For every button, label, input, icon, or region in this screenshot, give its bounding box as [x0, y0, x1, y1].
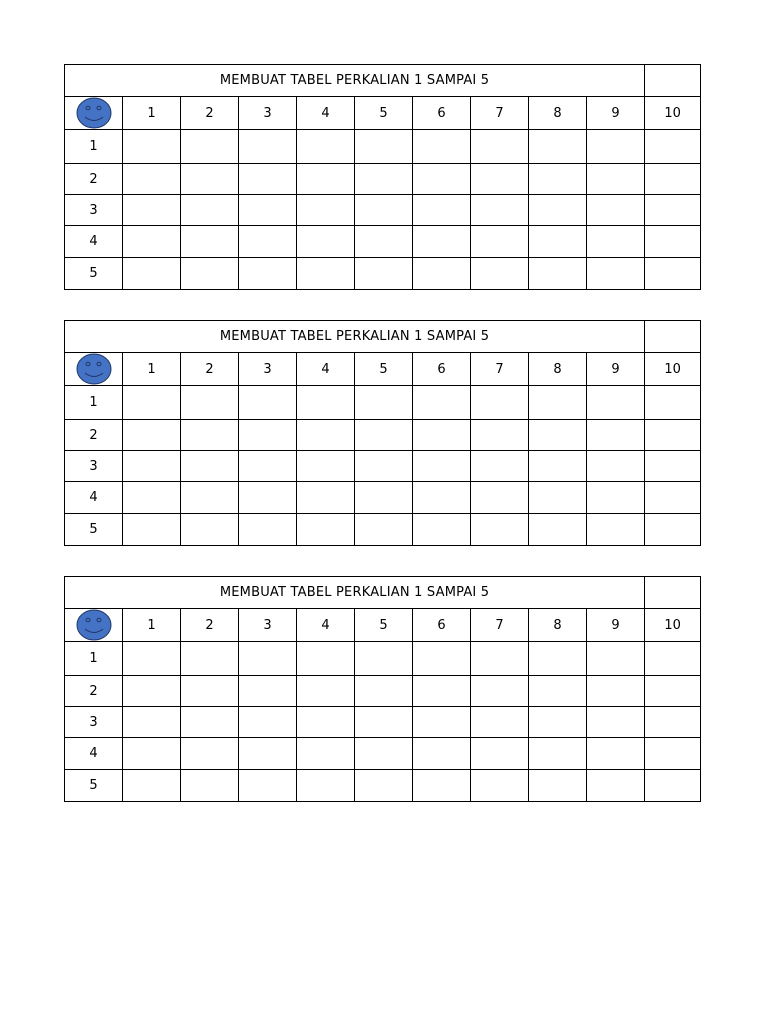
answer-cell[interactable] — [123, 420, 181, 451]
answer-cell[interactable] — [297, 226, 355, 258]
table-title-row — [65, 321, 701, 353]
smiley-face-icon — [76, 353, 112, 385]
answer-cell[interactable] — [529, 164, 587, 195]
table-row — [65, 642, 701, 676]
answer-cell[interactable] — [529, 770, 587, 802]
answer-cell[interactable] — [123, 164, 181, 195]
column-header-9: 9 — [587, 609, 645, 642]
answer-cell[interactable] — [645, 130, 701, 164]
answer-cell[interactable] — [181, 420, 239, 451]
answer-cell[interactable] — [529, 451, 587, 482]
answer-cell[interactable] — [239, 258, 297, 290]
answer-cell[interactable] — [587, 420, 645, 451]
answer-cell[interactable] — [471, 130, 529, 164]
column-header-2: 2 — [181, 609, 239, 642]
answer-cell[interactable] — [413, 676, 471, 707]
answer-cell[interactable] — [123, 676, 181, 707]
answer-cell[interactable] — [471, 195, 529, 226]
row-header-4: 4 — [65, 226, 123, 258]
answer-cell[interactable] — [587, 676, 645, 707]
column-header-1: 1 — [123, 97, 181, 130]
row-header-3: 3 — [65, 707, 123, 738]
table-row — [65, 130, 701, 164]
answer-cell[interactable] — [181, 770, 239, 802]
table-title: MEMBUAT TABEL PERKALIAN 1 SAMPAI 5 — [65, 65, 645, 97]
table-row — [65, 738, 701, 770]
answer-cell[interactable] — [355, 226, 413, 258]
answer-cell[interactable] — [413, 420, 471, 451]
answer-cell[interactable] — [587, 451, 645, 482]
corner-cell — [65, 97, 123, 130]
table-row — [65, 258, 701, 290]
answer-cell[interactable] — [181, 226, 239, 258]
answer-cell[interactable] — [123, 451, 181, 482]
answer-cell[interactable] — [355, 642, 413, 676]
answer-cell[interactable] — [239, 451, 297, 482]
column-header-10: 10 — [645, 353, 701, 386]
answer-cell[interactable] — [645, 738, 701, 770]
answer-cell[interactable] — [297, 770, 355, 802]
answer-cell[interactable] — [529, 195, 587, 226]
multiplication-table-2 — [64, 320, 701, 546]
answer-cell[interactable] — [123, 770, 181, 802]
answer-cell[interactable] — [355, 195, 413, 226]
answer-cell[interactable] — [529, 130, 587, 164]
answer-cell[interactable] — [529, 482, 587, 514]
answer-cell[interactable] — [413, 514, 471, 546]
answer-cell[interactable] — [355, 770, 413, 802]
table-row — [65, 386, 701, 420]
row-header-1: 1 — [65, 642, 123, 676]
answer-cell[interactable] — [297, 386, 355, 420]
answer-cell[interactable] — [297, 676, 355, 707]
answer-cell[interactable] — [471, 738, 529, 770]
table-row — [65, 164, 701, 195]
answer-cell[interactable] — [239, 130, 297, 164]
column-header-2: 2 — [181, 97, 239, 130]
answer-cell[interactable] — [355, 514, 413, 546]
answer-cell[interactable] — [587, 258, 645, 290]
answer-cell[interactable] — [413, 258, 471, 290]
row-header-2: 2 — [65, 676, 123, 707]
answer-cell[interactable] — [471, 482, 529, 514]
column-header-8: 8 — [529, 97, 587, 130]
answer-cell[interactable] — [181, 707, 239, 738]
column-header-7: 7 — [471, 97, 529, 130]
answer-cell[interactable] — [471, 770, 529, 802]
answer-cell[interactable] — [413, 164, 471, 195]
answer-cell[interactable] — [529, 707, 587, 738]
answer-cell[interactable] — [645, 386, 701, 420]
corner-cell — [65, 353, 123, 386]
answer-cell[interactable] — [529, 420, 587, 451]
column-header-5: 5 — [355, 353, 413, 386]
answer-cell[interactable] — [123, 482, 181, 514]
column-header-5: 5 — [355, 97, 413, 130]
answer-cell[interactable] — [123, 195, 181, 226]
answer-cell[interactable] — [181, 386, 239, 420]
answer-cell[interactable] — [471, 642, 529, 676]
answer-cell[interactable] — [471, 707, 529, 738]
answer-cell[interactable] — [239, 738, 297, 770]
column-header-4: 4 — [297, 97, 355, 130]
answer-cell[interactable] — [297, 482, 355, 514]
table-row — [65, 482, 701, 514]
answer-cell[interactable] — [645, 226, 701, 258]
column-header-1: 1 — [123, 609, 181, 642]
column-header-3: 3 — [239, 97, 297, 130]
answer-cell[interactable] — [181, 738, 239, 770]
answer-cell[interactable] — [413, 386, 471, 420]
column-header-5: 5 — [355, 609, 413, 642]
column-header-6: 6 — [413, 609, 471, 642]
answer-cell[interactable] — [413, 482, 471, 514]
table-row — [65, 226, 701, 258]
answer-cell[interactable] — [587, 514, 645, 546]
answer-cell[interactable] — [297, 451, 355, 482]
answer-cell[interactable] — [239, 642, 297, 676]
column-header-2: 2 — [181, 353, 239, 386]
answer-cell[interactable] — [529, 738, 587, 770]
table-row — [65, 451, 701, 482]
row-header-5: 5 — [65, 258, 123, 290]
column-header-4: 4 — [297, 609, 355, 642]
row-header-4: 4 — [65, 482, 123, 514]
answer-cell[interactable] — [645, 164, 701, 195]
answer-cell[interactable] — [645, 707, 701, 738]
answer-cell[interactable] — [645, 514, 701, 546]
table-row — [65, 707, 701, 738]
row-header-4: 4 — [65, 738, 123, 770]
answer-cell[interactable] — [181, 130, 239, 164]
table-row — [65, 195, 701, 226]
answer-cell[interactable] — [355, 420, 413, 451]
table-title-row — [65, 577, 701, 609]
answer-cell[interactable] — [645, 482, 701, 514]
answer-cell[interactable] — [123, 642, 181, 676]
answer-cell[interactable] — [239, 514, 297, 546]
column-header-6: 6 — [413, 97, 471, 130]
column-header-row — [65, 97, 701, 130]
column-header-row — [65, 609, 701, 642]
answer-cell[interactable] — [239, 386, 297, 420]
answer-cell[interactable] — [587, 707, 645, 738]
column-header-8: 8 — [529, 353, 587, 386]
answer-cell[interactable] — [297, 195, 355, 226]
answer-cell[interactable] — [413, 738, 471, 770]
answer-cell[interactable] — [181, 642, 239, 676]
answer-cell[interactable] — [645, 642, 701, 676]
answer-cell[interactable] — [413, 195, 471, 226]
column-header-1: 1 — [123, 353, 181, 386]
row-header-2: 2 — [65, 420, 123, 451]
answer-cell[interactable] — [587, 642, 645, 676]
answer-cell[interactable] — [297, 707, 355, 738]
answer-cell[interactable] — [181, 164, 239, 195]
answer-cell[interactable] — [413, 770, 471, 802]
answer-cell[interactable] — [471, 451, 529, 482]
answer-cell[interactable] — [297, 258, 355, 290]
answer-cell[interactable] — [587, 130, 645, 164]
answer-cell[interactable] — [587, 164, 645, 195]
answer-cell[interactable] — [413, 642, 471, 676]
answer-cell[interactable] — [239, 226, 297, 258]
column-header-9: 9 — [587, 353, 645, 386]
answer-cell[interactable] — [123, 226, 181, 258]
answer-cell[interactable] — [123, 386, 181, 420]
smiley-face-icon — [76, 97, 112, 129]
answer-cell[interactable] — [181, 451, 239, 482]
answer-cell[interactable] — [181, 514, 239, 546]
answer-cell[interactable] — [645, 195, 701, 226]
column-header-7: 7 — [471, 609, 529, 642]
answer-cell[interactable] — [529, 514, 587, 546]
answer-cell[interactable] — [471, 164, 529, 195]
row-header-5: 5 — [65, 514, 123, 546]
answer-cell[interactable] — [181, 676, 239, 707]
answer-cell[interactable] — [413, 130, 471, 164]
answer-cell[interactable] — [181, 195, 239, 226]
answer-cell[interactable] — [587, 226, 645, 258]
answer-cell[interactable] — [297, 642, 355, 676]
answer-cell[interactable] — [471, 386, 529, 420]
answer-cell[interactable] — [587, 482, 645, 514]
smiley-face-icon — [76, 609, 112, 641]
answer-cell[interactable] — [413, 226, 471, 258]
answer-cell[interactable] — [413, 707, 471, 738]
answer-cell[interactable] — [355, 676, 413, 707]
table-row — [65, 514, 701, 546]
answer-cell[interactable] — [239, 195, 297, 226]
column-header-10: 10 — [645, 609, 701, 642]
answer-cell[interactable] — [239, 420, 297, 451]
answer-cell[interactable] — [529, 642, 587, 676]
column-header-10: 10 — [645, 97, 701, 130]
column-header-8: 8 — [529, 609, 587, 642]
title-blank-cell[interactable] — [645, 321, 701, 353]
corner-cell — [65, 609, 123, 642]
answer-cell[interactable] — [645, 258, 701, 290]
answer-cell[interactable] — [297, 164, 355, 195]
answer-cell[interactable] — [239, 482, 297, 514]
answer-cell[interactable] — [297, 420, 355, 451]
answer-cell[interactable] — [645, 420, 701, 451]
answer-cell[interactable] — [181, 482, 239, 514]
answer-cell[interactable] — [413, 451, 471, 482]
answer-cell[interactable] — [297, 738, 355, 770]
answer-cell[interactable] — [355, 258, 413, 290]
multiplication-table-3 — [64, 576, 701, 802]
answer-cell[interactable] — [239, 676, 297, 707]
column-header-3: 3 — [239, 609, 297, 642]
answer-cell[interactable] — [471, 258, 529, 290]
row-header-2: 2 — [65, 164, 123, 195]
table-row — [65, 770, 701, 802]
answer-cell[interactable] — [297, 130, 355, 164]
answer-cell[interactable] — [471, 676, 529, 707]
table-title: MEMBUAT TABEL PERKALIAN 1 SAMPAI 5 — [65, 577, 645, 609]
row-header-3: 3 — [65, 195, 123, 226]
answer-cell[interactable] — [529, 386, 587, 420]
answer-cell[interactable] — [181, 258, 239, 290]
row-header-1: 1 — [65, 386, 123, 420]
answer-cell[interactable] — [587, 770, 645, 802]
column-header-4: 4 — [297, 353, 355, 386]
answer-cell[interactable] — [529, 676, 587, 707]
answer-cell[interactable] — [239, 164, 297, 195]
row-header-3: 3 — [65, 451, 123, 482]
answer-cell[interactable] — [471, 420, 529, 451]
column-header-9: 9 — [587, 97, 645, 130]
answer-cell[interactable] — [239, 770, 297, 802]
column-header-7: 7 — [471, 353, 529, 386]
title-blank-cell[interactable] — [645, 577, 701, 609]
answer-cell[interactable] — [355, 482, 413, 514]
answer-cell[interactable] — [355, 130, 413, 164]
answer-cell[interactable] — [123, 707, 181, 738]
answer-cell[interactable] — [529, 226, 587, 258]
answer-cell[interactable] — [123, 514, 181, 546]
answer-cell[interactable] — [587, 195, 645, 226]
row-header-5: 5 — [65, 770, 123, 802]
answer-cell[interactable] — [587, 738, 645, 770]
column-header-3: 3 — [239, 353, 297, 386]
answer-cell[interactable] — [587, 386, 645, 420]
answer-cell[interactable] — [355, 707, 413, 738]
answer-cell[interactable] — [355, 738, 413, 770]
answer-cell[interactable] — [123, 258, 181, 290]
answer-cell[interactable] — [355, 164, 413, 195]
column-header-6: 6 — [413, 353, 471, 386]
answer-cell[interactable] — [355, 451, 413, 482]
answer-cell[interactable] — [645, 451, 701, 482]
answer-cell[interactable] — [297, 514, 355, 546]
table-row — [65, 420, 701, 451]
answer-cell[interactable] — [355, 386, 413, 420]
table-title: MEMBUAT TABEL PERKALIAN 1 SAMPAI 5 — [65, 321, 645, 353]
title-blank-cell[interactable] — [645, 65, 701, 97]
answer-cell[interactable] — [123, 738, 181, 770]
column-header-row — [65, 353, 701, 386]
answer-cell[interactable] — [645, 770, 701, 802]
row-header-1: 1 — [65, 130, 123, 164]
answer-cell[interactable] — [123, 130, 181, 164]
multiplication-table-1 — [64, 64, 701, 290]
table-title-row — [65, 65, 701, 97]
answer-cell[interactable] — [471, 514, 529, 546]
answer-cell[interactable] — [239, 707, 297, 738]
answer-cell[interactable] — [471, 226, 529, 258]
table-row — [65, 676, 701, 707]
answer-cell[interactable] — [529, 258, 587, 290]
answer-cell[interactable] — [645, 676, 701, 707]
